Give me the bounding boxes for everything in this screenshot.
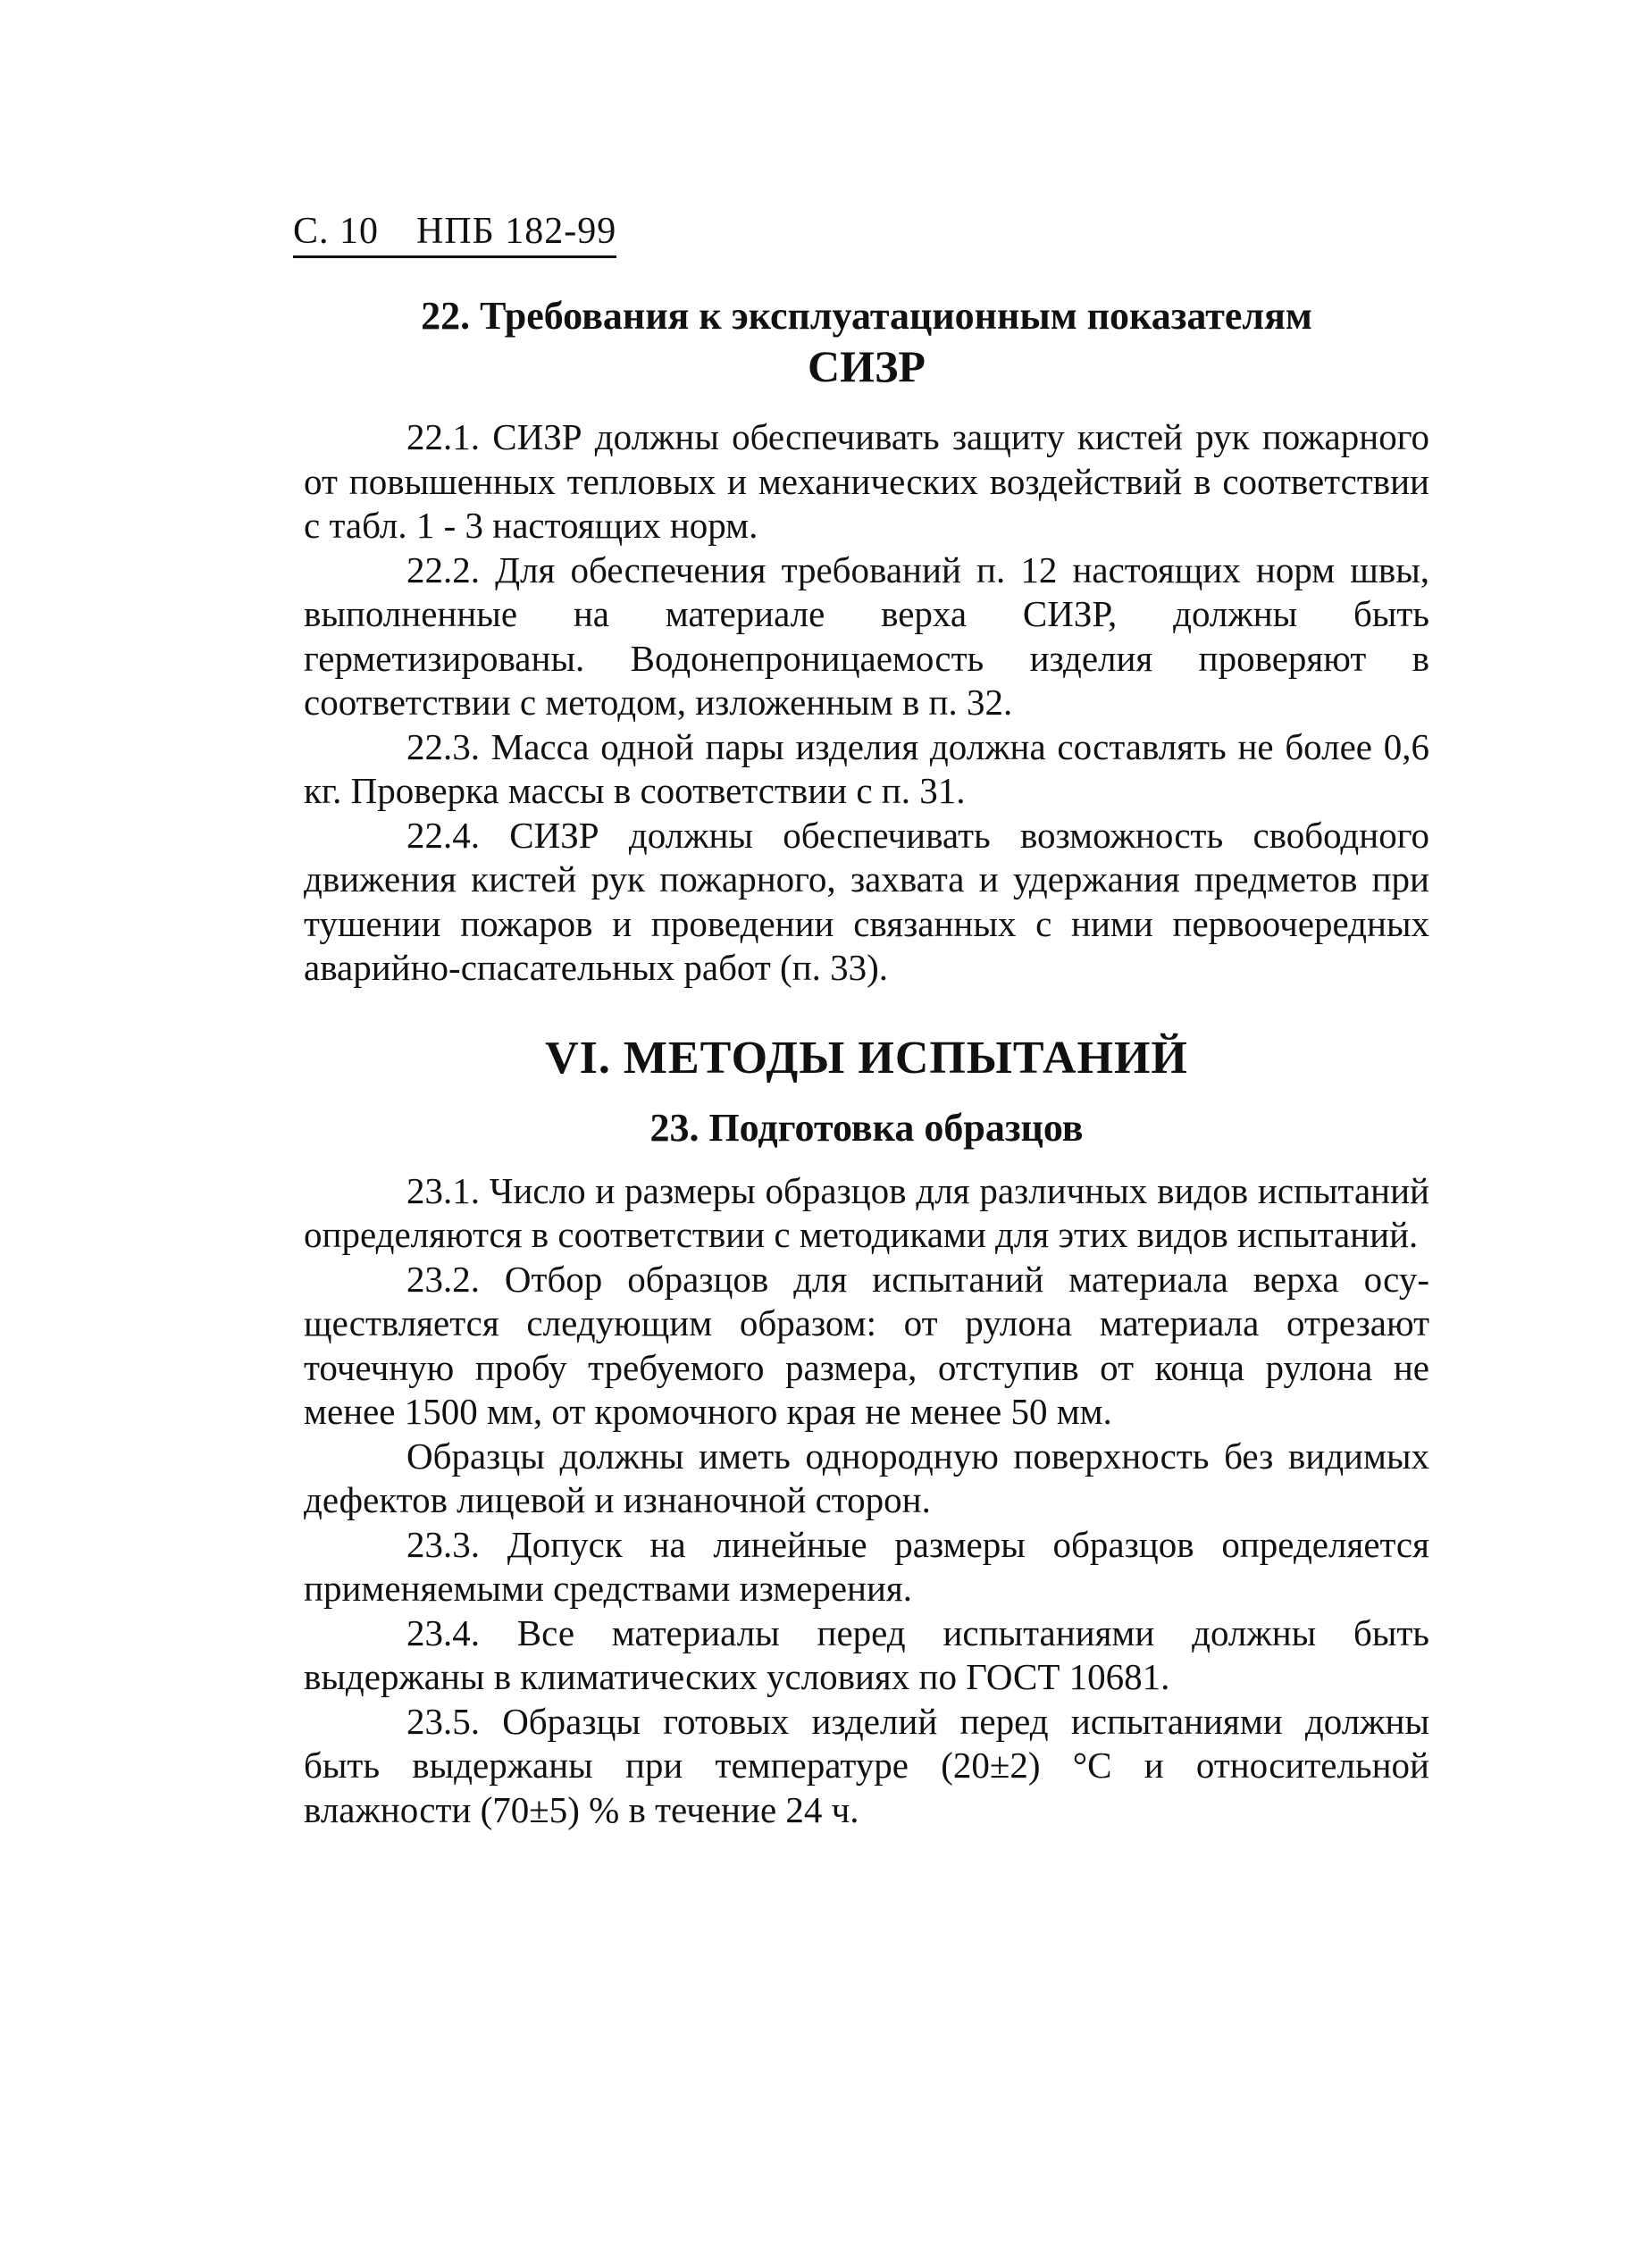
section-23-title: 23. Подготовка образцов (649, 1105, 1084, 1150)
page-content (304, 291, 1429, 1832)
paragraph-22-4: 22.4. СИЗР должны обеспечивать возможность свободного движения кистей рук пожарного, захвата и удержания предметов при тушении пожаров и проведении связанных с ними первоочередных аварийно-спасательных работ (п. 33). (304, 814, 1429, 988)
page-number: С. 10 (293, 211, 380, 252)
paragraph-23-3: 23.3. Допуск на линейные размеры образцов определяется применяемыми средствами измерения. (304, 1523, 1429, 1609)
paragraph-23-1: 23.1. Число и размеры образцов для различных видов испытаний определяются в соответствии с методиками для этих видов испытаний. (304, 1169, 1429, 1255)
part-6-title: VI. МЕТОДЫ ИСПЫТАНИЙ (545, 1032, 1188, 1084)
section-22-title-line2: СИЗР (808, 341, 926, 391)
paragraph-23-2-note: Образцы должны иметь однородную поверхность без видимых дефектов лицевой и изнаночной сторон. (304, 1435, 1429, 1520)
paragraph-22-2: 22.2. Для обеспечения требований п. 12 настоящих норм швы, выполненные на материале верха СИЗР, должны быть герметизированы. Водонепроницаемость изделия проверяют в соответствии с методом, изложенным в п. 32. (304, 548, 1429, 723)
running-header (293, 213, 616, 258)
paragraph-23-5: 23.5. Образцы готовых изделий перед испытаниями должны быть выдержаны при температуре (20±2) °С и относительной влажности (70±5) % в течение 24 ч. (304, 1700, 1429, 1830)
paragraph-23-2: 23.2. Отбор образцов для испытаний материала верха осуществляется следующим образом: от рулона материала отрезают точечную пробу требуемого размера, отступив от конца рулона не менее 1500 мм, от кромочного края не менее 50 мм. (304, 1258, 1429, 1432)
paragraph-23-4: 23.4. Все материалы перед испытаниями должны быть выдержаны в климатических условиях по ГОСТ 10681. (304, 1611, 1429, 1697)
paragraph-22-1: 22.1. СИЗР должны обеспечивать защиту кистей рук пожарного от повышенных тепловых и механических воздействий в соответствии с табл. 1 - 3 настоящих норм. (304, 416, 1429, 546)
document-code: НПБ 182-99 (416, 211, 617, 252)
paragraph-22-3: 22.3. Масса одной пары изделия должна составлять не более 0,6 кг. Проверка массы в соответствии с п. 31. (304, 725, 1429, 811)
section-22-title-line1: 22. Требования к эксплуатационным показателям (421, 294, 1312, 338)
section-22-title (304, 291, 1429, 394)
